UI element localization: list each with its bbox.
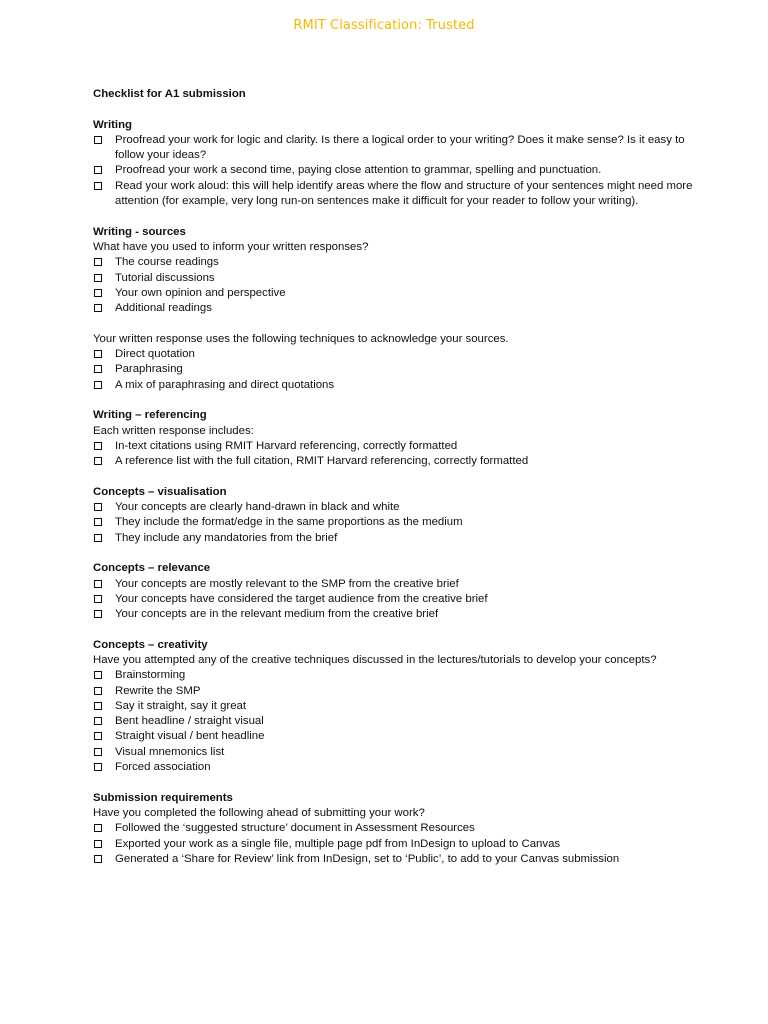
checkbox-icon[interactable]: [94, 442, 102, 450]
checklist-item-label: A mix of paraphrasing and direct quotations: [115, 378, 335, 391]
checkbox-icon[interactable]: [94, 717, 102, 725]
checkbox-icon[interactable]: [94, 687, 102, 695]
checklist-item: [93, 684, 693, 699]
checklist-item-label: Bent headline / straight visual: [115, 715, 264, 728]
classification-label: RMIT Classification: Trusted: [293, 18, 475, 33]
section-writing-sources: [93, 225, 693, 393]
checklist-item: [93, 592, 693, 607]
checklist-item-label: Your concepts are clearly hand-drawn in black and white: [115, 501, 400, 514]
checklist-item-label: Generated a ‘Share for Review’ link from InDesign, set to ‘Public’, to add to your Canvas submission: [115, 852, 620, 865]
section-heading: Concepts – visualisation: [93, 485, 227, 498]
section-heading: Writing: [93, 118, 133, 131]
checklist-item: [93, 668, 693, 683]
block-intro: Have you completed the following ahead of submitting your work?: [93, 806, 425, 819]
checklist-item-label: Direct quotation: [115, 348, 195, 361]
checklist-item: [93, 271, 693, 286]
checklist-item-label: Visual mnemonics list: [115, 745, 225, 758]
checkbox-icon[interactable]: [94, 732, 102, 740]
checkbox-icon[interactable]: [94, 457, 102, 465]
checkbox-icon[interactable]: [94, 840, 102, 848]
checkbox-icon[interactable]: [94, 365, 102, 373]
checklist-block: [93, 577, 693, 623]
checklist-item-label: The course readings: [115, 256, 219, 269]
checklist-item: [93, 729, 693, 744]
checkbox-icon[interactable]: [94, 182, 102, 190]
checklist-block: [93, 240, 693, 316]
section-writing: [93, 118, 693, 210]
checklist-block: [93, 133, 693, 209]
checklist-item: [93, 301, 693, 316]
checklist-item-label: Straight visual / bent headline: [115, 730, 265, 743]
checkbox-icon[interactable]: [94, 136, 102, 144]
checkbox-icon[interactable]: [94, 763, 102, 771]
checklist-sections: [93, 118, 693, 868]
checklist-item: [93, 607, 693, 622]
checklist-item-label: Followed the ‘suggested structure’ document in Assessment Resources: [115, 822, 475, 835]
checklist-item: [93, 378, 693, 393]
checklist-item-label: A reference list with the full citation, RMIT Harvard referencing, correctly formatted: [115, 455, 529, 468]
checklist-item-label: Say it straight, say it great: [115, 699, 247, 712]
checklist-item: [93, 500, 693, 515]
checklist-item: [93, 699, 693, 714]
checklist-item-label: Brainstorming: [115, 669, 186, 682]
section-writing-referencing: [93, 408, 693, 469]
checkbox-icon[interactable]: [94, 518, 102, 526]
checklist-item-label: Your concepts are mostly relevant to the SMP from the creative brief: [115, 577, 459, 590]
checklist-block: [93, 424, 693, 470]
checklist-block: [93, 500, 693, 546]
checkbox-icon[interactable]: [94, 702, 102, 710]
checklist-item: [93, 515, 693, 530]
section-heading: Concepts – creativity: [93, 638, 208, 651]
checklist-block: [93, 332, 693, 393]
checkbox-icon[interactable]: [94, 381, 102, 389]
checkbox-icon[interactable]: [94, 748, 102, 756]
checkbox-icon[interactable]: [94, 534, 102, 542]
checkbox-icon[interactable]: [94, 855, 102, 863]
section-concepts-visualisation: [93, 485, 693, 546]
section-concepts-relevance: [93, 561, 693, 622]
checklist-item-label: Additional readings: [115, 302, 212, 315]
checklist-item: [93, 454, 693, 469]
checklist-item: [93, 179, 693, 210]
checkbox-icon[interactable]: [94, 258, 102, 266]
checkbox-icon[interactable]: [94, 304, 102, 312]
checklist-item-label: Read your work aloud: this will help identify areas where the flow and structure of your sentences might need more attention (for example, very long run-on sentences make it difficult for your reader to follow your writing).: [115, 179, 693, 208]
checklist-item-label: They include the format/edge in the same proportions as the medium: [115, 516, 463, 529]
checklist-item: [93, 745, 693, 760]
checklist-item: [93, 852, 693, 867]
document-body: [93, 87, 693, 882]
checklist-item-label: They include any mandatories from the brief: [115, 531, 338, 544]
document-title: Checklist for A1 submission: [93, 88, 246, 100]
checklist-item-label: Paraphrasing: [115, 363, 183, 376]
checklist-item: [93, 439, 693, 454]
checklist-item-label: Proofread your work for logic and clarity. Is there a logical order to your writing? Does it make sense? Is it easy to follow your ideas?: [115, 133, 685, 162]
checklist-item: [93, 286, 693, 301]
checklist-item: [93, 362, 693, 377]
checklist-item: [93, 714, 693, 729]
checklist-block: [93, 806, 693, 867]
checklist-item-label: Rewrite the SMP: [115, 684, 201, 697]
checklist-item-label: Tutorial discussions: [115, 271, 215, 284]
checklist-item: [93, 163, 693, 178]
checklist-item-label: Your concepts have considered the target audience from the creative brief: [115, 592, 488, 605]
checkbox-icon[interactable]: [94, 274, 102, 282]
checkbox-icon[interactable]: [94, 824, 102, 832]
checkbox-icon[interactable]: [94, 595, 102, 603]
section-heading: Writing - sources: [93, 225, 186, 238]
checklist-item: [93, 255, 693, 270]
checklist-item-label: Proofread your work a second time, paying close attention to grammar, spelling and punctuation.: [115, 164, 602, 177]
checklist-item-label: Your own opinion and perspective: [115, 286, 286, 299]
checklist-item: [93, 133, 693, 164]
block-intro: Your written response uses the following techniques to acknowledge your sources.: [93, 332, 509, 345]
checkbox-icon[interactable]: [94, 671, 102, 679]
checklist-item: [93, 531, 693, 546]
checklist-item: [93, 577, 693, 592]
checklist-item: [93, 347, 693, 362]
checkbox-icon[interactable]: [94, 580, 102, 588]
block-intro: What have you used to inform your written responses?: [93, 240, 369, 253]
section-concepts-creativity: [93, 638, 693, 776]
checklist-block: [93, 653, 693, 775]
checklist-item-label: Your concepts are in the relevant medium from the creative brief: [115, 608, 439, 621]
block-intro: Each written response includes:: [93, 424, 254, 437]
checklist-item-label: In-text citations using RMIT Harvard referencing, correctly formatted: [115, 439, 458, 452]
block-intro: Have you attempted any of the creative techniques discussed in the lectures/tutorials to develop your concepts?: [93, 653, 657, 666]
checklist-item: [93, 760, 693, 775]
checklist-item: [93, 837, 693, 852]
checkbox-icon[interactable]: [94, 289, 102, 297]
checkbox-icon[interactable]: [94, 503, 102, 511]
checklist-item-label: Exported your work as a single file, multiple page pdf from InDesign to upload to Canvas: [115, 837, 561, 850]
checklist-item-label: Forced association: [115, 761, 211, 774]
checkbox-icon[interactable]: [94, 350, 102, 358]
section-heading: Concepts – relevance: [93, 562, 211, 575]
section-heading: Writing – referencing: [93, 409, 207, 422]
checklist-item: [93, 821, 693, 836]
section-submission-requirements: [93, 791, 693, 867]
checkbox-icon[interactable]: [94, 610, 102, 618]
section-heading: Submission requirements: [93, 791, 233, 804]
checkbox-icon[interactable]: [94, 166, 102, 174]
